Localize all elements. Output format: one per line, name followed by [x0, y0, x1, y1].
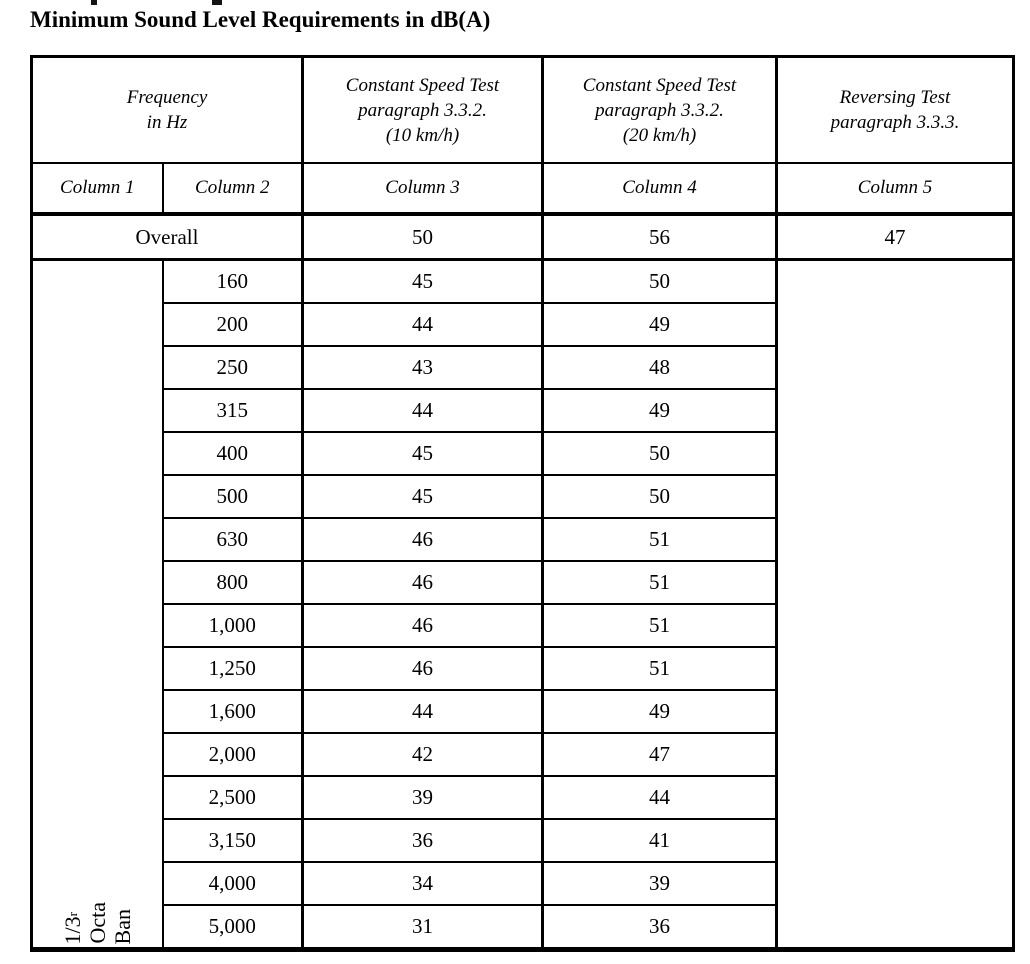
value-20kmh-cell: 49 [543, 690, 777, 733]
page-title: Minimum Sound Level Requirements in dB(A) [30, 7, 491, 32]
value-20kmh-cell: 49 [543, 303, 777, 346]
header-cs10-line3: (10 km/h) [385, 124, 460, 146]
sound-level-table [30, 55, 1015, 952]
value-20kmh-cell: 50 [543, 475, 777, 518]
value-10kmh-cell: 46 [303, 647, 543, 690]
value-10kmh-cell: 43 [303, 346, 543, 389]
header-frequency-line1: Frequency [126, 87, 208, 108]
reversing-empty-cell [777, 260, 1014, 950]
frequency-cell: 200 [163, 303, 303, 346]
header-reversing-cell [777, 57, 1014, 164]
header-row-columns [32, 163, 1014, 214]
frequency-cell: 160 [163, 260, 303, 304]
value-20kmh-cell: 50 [543, 260, 777, 304]
column-2-label: Column 2 [163, 163, 303, 214]
value-20kmh-cell: 47 [543, 733, 777, 776]
value-10kmh-cell: 45 [303, 432, 543, 475]
rotated-label-line1: 1/3r [60, 911, 85, 944]
frequency-cell: 1,000 [163, 604, 303, 647]
value-20kmh-cell: 48 [543, 346, 777, 389]
value-10kmh-cell: 34 [303, 862, 543, 905]
column-3-label: Column 3 [303, 163, 543, 214]
header-frequency-line2: in Hz [146, 112, 188, 133]
value-20kmh-cell: 51 [543, 647, 777, 690]
frequency-cell: 4,000 [163, 862, 303, 905]
header-cs20-line3: (20 km/h) [622, 124, 697, 146]
rotated-group-label [62, 902, 133, 944]
rotated-label-line2: Octa [85, 902, 110, 944]
value-10kmh-cell: 45 [303, 475, 543, 518]
overall-row [32, 214, 1014, 260]
frequency-cell: 315 [163, 389, 303, 432]
header-cs10-line2: paragraph 3.3.2. [358, 99, 487, 121]
value-10kmh-cell: 45 [303, 260, 543, 304]
value-10kmh-cell: 44 [303, 389, 543, 432]
column-4-label: Column 4 [543, 163, 777, 214]
clipped-text-fragment [212, 0, 222, 5]
frequency-cell: 630 [163, 518, 303, 561]
value-20kmh-cell: 49 [543, 389, 777, 432]
rotated-label-line3: Ban [110, 908, 135, 944]
header-cs10-line1: Constant Speed Test [345, 74, 500, 96]
overall-reversing-cell: 47 [777, 214, 1014, 260]
frequency-cell: 3,150 [163, 819, 303, 862]
value-10kmh-cell: 46 [303, 518, 543, 561]
header-frequency-cell [32, 57, 303, 164]
header-constant-speed-10-cell [303, 57, 543, 164]
value-10kmh-cell: 39 [303, 776, 543, 819]
header-reversing-line2: paragraph 3.3.3. [830, 112, 960, 133]
value-20kmh-cell: 51 [543, 561, 777, 604]
clipped-text-fragment [91, 0, 97, 5]
value-10kmh-cell: 31 [303, 905, 543, 950]
frequency-cell: 5,000 [163, 905, 303, 950]
header-cs20-line1: Constant Speed Test [582, 74, 737, 96]
third-octave-band-label-cell [32, 260, 163, 950]
column-1-label: Column 1 [32, 163, 163, 214]
frequency-cell: 2,500 [163, 776, 303, 819]
table-row [32, 260, 1014, 304]
value-20kmh-cell: 36 [543, 905, 777, 950]
frequency-cell: 1,600 [163, 690, 303, 733]
value-20kmh-cell: 44 [543, 776, 777, 819]
value-10kmh-cell: 46 [303, 561, 543, 604]
value-20kmh-cell: 39 [543, 862, 777, 905]
value-20kmh-cell: 50 [543, 432, 777, 475]
freq-tbody [32, 57, 1014, 950]
overall-10kmh-cell: 50 [303, 214, 543, 260]
frequency-cell: 400 [163, 432, 303, 475]
frequency-cell: 800 [163, 561, 303, 604]
value-10kmh-cell: 46 [303, 604, 543, 647]
header-reversing-line1: Reversing Test [839, 87, 951, 108]
overall-label-cell: Overall [32, 214, 303, 260]
value-20kmh-cell: 51 [543, 518, 777, 561]
frequency-cell: 500 [163, 475, 303, 518]
value-10kmh-cell: 44 [303, 303, 543, 346]
overall-20kmh-cell: 56 [543, 214, 777, 260]
header-row-groups [32, 57, 1014, 164]
frequency-cell: 250 [163, 346, 303, 389]
value-10kmh-cell: 44 [303, 690, 543, 733]
value-10kmh-cell: 42 [303, 733, 543, 776]
value-20kmh-cell: 41 [543, 819, 777, 862]
frequency-cell: 2,000 [163, 733, 303, 776]
value-10kmh-cell: 36 [303, 819, 543, 862]
header-constant-speed-20-cell [543, 57, 777, 164]
frequency-cell: 1,250 [163, 647, 303, 690]
value-20kmh-cell: 51 [543, 604, 777, 647]
header-cs20-line2: paragraph 3.3.2. [595, 99, 724, 121]
column-5-label: Column 5 [777, 163, 1014, 214]
